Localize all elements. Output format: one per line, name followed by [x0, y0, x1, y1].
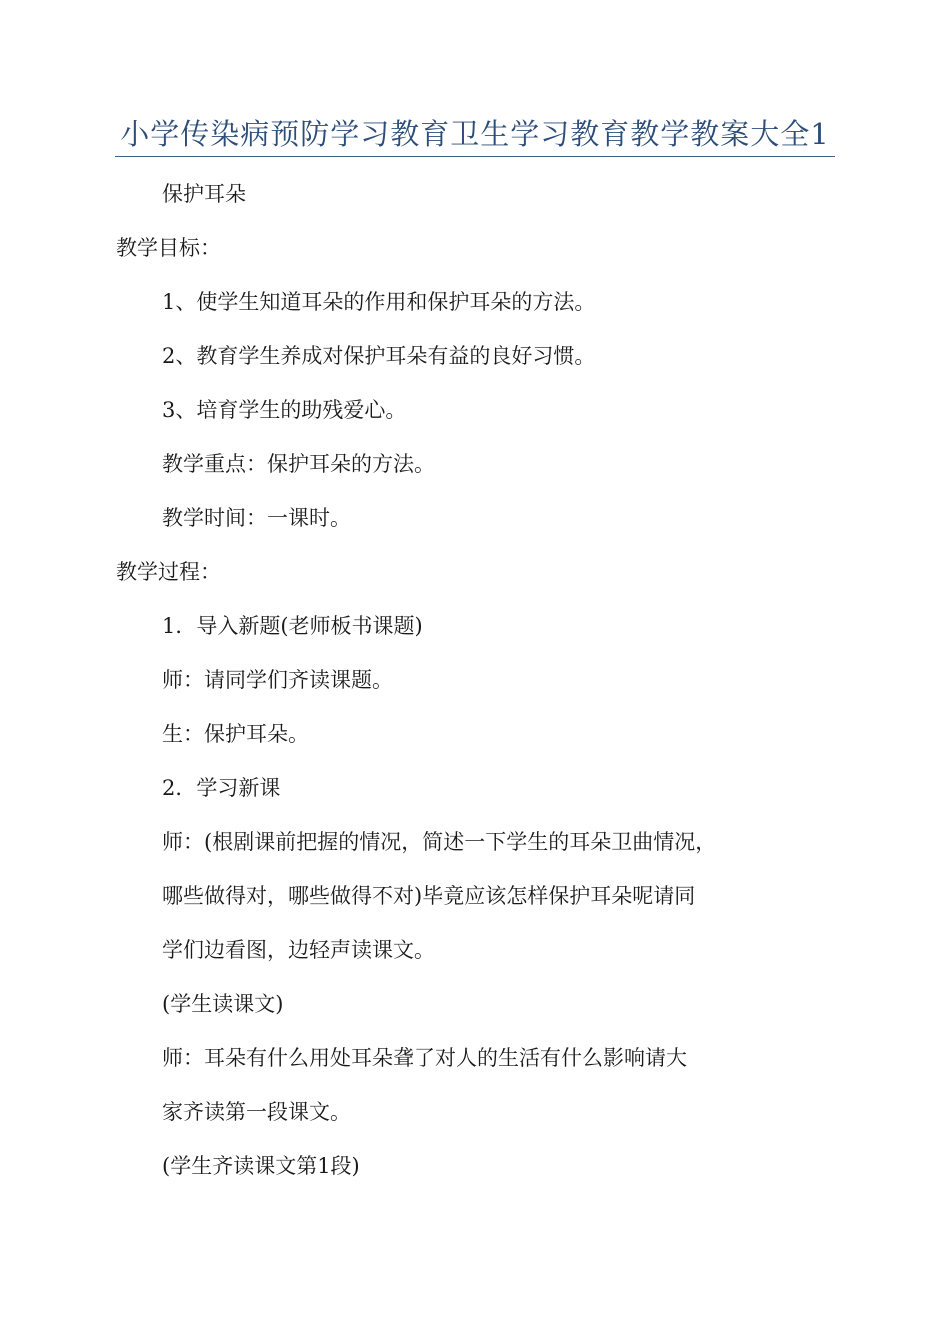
- section-heading: 教学过程：: [116, 560, 221, 584]
- paragraph-line: (学生齐读课文第1段): [162, 1154, 360, 1178]
- paragraph-line: 教学重点：保护耳朵的方法。: [162, 452, 435, 476]
- paragraph-line: 哪些做得对，哪些做得不对)毕竟应该怎样保护耳朵呢请同: [162, 884, 696, 908]
- paragraph-line: 师：请同学们齐读课题。: [162, 668, 393, 692]
- document-title: 小学传染病预防学习教育卫生学习教育教学教案大全1: [120, 117, 830, 151]
- paragraph-line: 教学时间：一课时。: [162, 506, 351, 530]
- paragraph-line: 生：保护耳朵。: [162, 722, 309, 746]
- paragraph-line: 家齐读第一段课文。: [162, 1100, 351, 1124]
- section-heading: 教学目标：: [116, 236, 221, 260]
- paragraph-line: 3、培育学生的助残爱心。: [162, 398, 407, 422]
- paragraph-line: 师：耳朵有什么用处耳朵聋了对人的生活有什么影响请大: [162, 1046, 687, 1070]
- title-block: [115, 112, 835, 157]
- paragraph-line: 保护耳朵: [162, 182, 246, 206]
- paragraph-line: 师：(根剧课前把握的情况，简述一下学生的耳朵卫曲情况，: [162, 830, 717, 854]
- paragraph-line: 学们边看图，边轻声读课文。: [162, 938, 435, 962]
- paragraph-line: 2．学习新课: [162, 776, 281, 800]
- paragraph-line: 2、教育学生养成对保护耳朵有益的良好习惯。: [162, 344, 596, 368]
- paragraph-line: 1．导入新题(老师板书课题): [162, 614, 423, 638]
- paragraph-line: (学生读课文): [162, 992, 284, 1016]
- paragraph-line: 1、使学生知道耳朵的作用和保护耳朵的方法。: [162, 290, 596, 314]
